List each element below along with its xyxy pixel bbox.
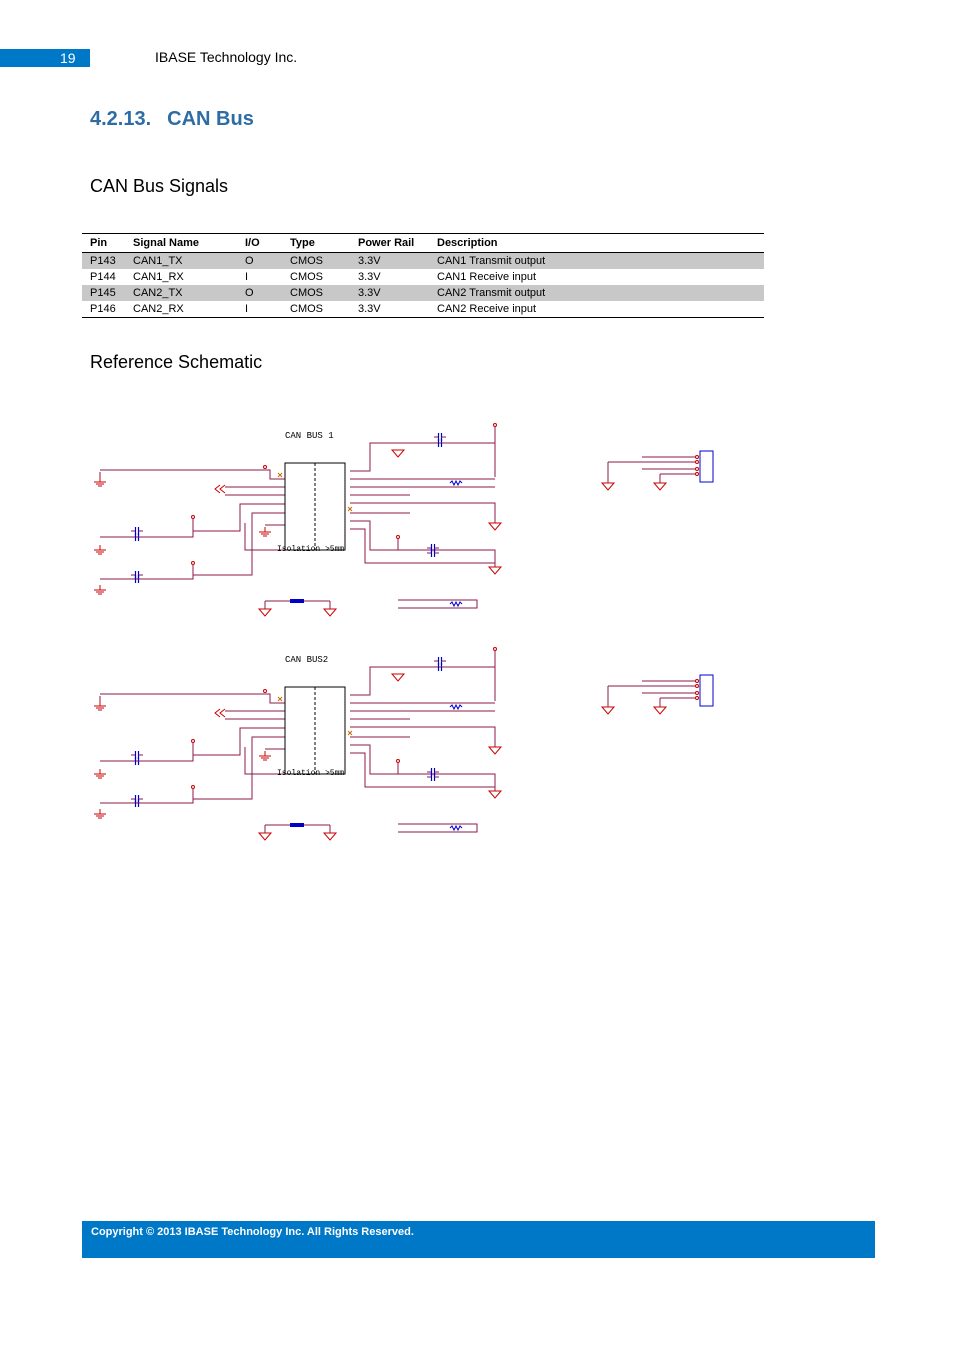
block-2-label: CAN BUS2: [285, 655, 329, 665]
cell: CAN1 Receive input: [437, 271, 537, 283]
schematic-block-2: [94, 648, 713, 841]
page-number: 19: [60, 50, 76, 66]
col-io: I/O: [237, 234, 282, 253]
cell: CMOS: [282, 253, 350, 270]
cell: P143: [82, 253, 125, 270]
col-type: Type: [282, 234, 350, 253]
block-2-isolation: Isolation >5mm: [277, 769, 345, 778]
cell: CAN1_TX: [125, 253, 237, 270]
block-1-label: CAN BUS 1: [285, 431, 334, 441]
cell: CAN1 Transmit output: [429, 253, 764, 270]
cell: P145: [82, 285, 125, 301]
cell: CMOS: [290, 271, 323, 283]
block-1-isolation: Isolation >5mm: [277, 545, 345, 554]
reference-schematic: [90, 415, 750, 845]
section-name: CAN Bus: [167, 108, 254, 130]
cell: 3.3V: [350, 301, 429, 318]
col-pin: Pin: [82, 234, 125, 253]
cell: CMOS: [282, 301, 350, 318]
table-header-row: [82, 234, 764, 253]
cell: 3.3V: [358, 271, 381, 283]
cell: CMOS: [282, 285, 350, 301]
table-row: [82, 253, 764, 270]
cell: CAN2_RX: [125, 301, 237, 318]
table-row: [82, 269, 764, 285]
page-number-bar: [0, 49, 90, 67]
cell: P146: [82, 301, 125, 318]
schematic-heading: Reference Schematic: [90, 352, 263, 372]
footer-bar: [82, 1221, 875, 1258]
cell: CAN2_TX: [125, 285, 237, 301]
cell: O: [237, 285, 282, 301]
section-title: [90, 108, 254, 131]
cell: O: [237, 253, 282, 270]
company-name: IBASE Technology Inc.: [155, 49, 298, 65]
table-row: [82, 285, 764, 301]
signals-table: [82, 233, 764, 318]
cell: CAN2 Transmit output: [429, 285, 764, 301]
copyright-text: Copyright © 2013 IBASE Technology Inc. All Rights Reserved.: [91, 1226, 414, 1238]
cell: 3.3V: [350, 253, 429, 270]
cell: 3.3V: [350, 285, 429, 301]
schematic-block-1: [94, 424, 713, 617]
cell: I: [237, 301, 282, 318]
col-power-rail: Power Rail: [350, 234, 429, 253]
cell: I: [245, 271, 249, 283]
section-number: 4.2.13.: [90, 108, 152, 130]
table-row: [82, 301, 764, 318]
col-signal-name: Signal Name: [125, 234, 237, 253]
col-description: Description: [429, 234, 764, 253]
cell: CAN1_RX: [133, 271, 184, 283]
signals-heading: CAN Bus Signals: [90, 176, 229, 196]
cell: P144: [90, 271, 116, 283]
cell: CAN2 Receive input: [429, 301, 764, 318]
